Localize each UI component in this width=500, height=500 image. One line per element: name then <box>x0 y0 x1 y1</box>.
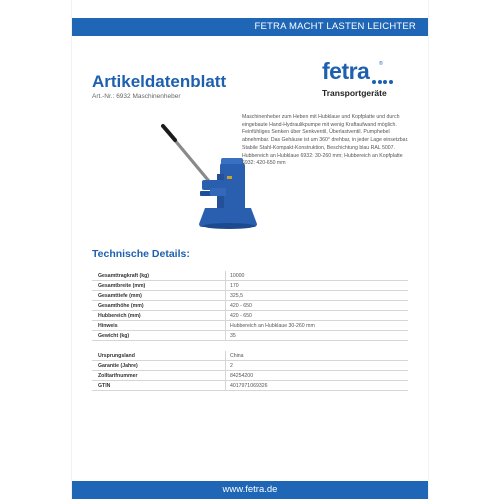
spec-key: Ursprungsland <box>98 353 135 359</box>
spec-value: 420 - 650 <box>230 303 252 309</box>
spec-value: 2 <box>230 363 233 369</box>
specs-heading: Technische Details: <box>92 248 190 260</box>
logo-tagline: Transportgeräte <box>322 88 387 98</box>
spec-value: 325,5 <box>230 293 243 299</box>
fetra-logo <box>322 58 402 98</box>
table-row <box>92 371 408 381</box>
logo-dots-icon <box>372 80 393 84</box>
logo-registered-mark: ® <box>379 61 383 67</box>
table-row <box>92 281 408 291</box>
table-row <box>92 381 408 391</box>
top-banner <box>72 18 428 36</box>
spec-key: Zolltarifnummer <box>98 373 138 379</box>
spec-key: Gewicht (kg) <box>98 333 130 339</box>
specs-table <box>92 271 408 391</box>
table-row <box>92 271 408 281</box>
spec-value: China <box>230 353 244 359</box>
product-description: Maschinenheber zum Heben mit Hubklaue und Kopfplatte und durch eingebaute Hand-Hydraulikpumpe mit wenig Kraftaufwand möglich. Feinfühliges Senken über Senkventil, Überlastventil. Pumphebel abnehmbar. Das Gehäuse ist um 360° drehbar, in jeder Lage einsetzbar. Stabile Stahl-Kompakt-Konstruktion, Beschichtung blau RAL 5007. Hubbereich an Hubklaue 6932: 30-260 mm; Hubbereich an Kopfplatte 6932: 420-650 mm <box>242 114 409 167</box>
spec-value: 84254200 <box>230 373 254 379</box>
document-title: Artikeldatenblatt <box>92 72 227 91</box>
table-row <box>92 351 408 361</box>
spec-value: 10000 <box>230 273 245 279</box>
spec-key: Hubbereich (mm) <box>98 313 141 319</box>
spec-value: 420 - 650 <box>230 313 252 319</box>
spec-key: GTIN <box>98 383 111 389</box>
spec-key: Hinweis <box>98 323 118 329</box>
table-row <box>92 361 408 371</box>
table-row <box>92 321 408 331</box>
datasheet-page <box>72 0 428 500</box>
table-row <box>92 311 408 321</box>
table-row <box>92 301 408 311</box>
spec-value: 170 <box>230 283 239 289</box>
article-number: Art.-Nr.: 6932 Maschinenheber <box>92 93 181 100</box>
spec-key: Gesamttiefe (mm) <box>98 293 142 299</box>
table-row <box>92 291 408 301</box>
spec-key: Gesamttragkraft (kg) <box>98 273 150 279</box>
spec-value: 4017971069326 <box>230 383 268 389</box>
spec-value: Hubbereich an Hubklaue 30-260 mm <box>230 323 315 329</box>
spec-key: Gesamtbreite (mm) <box>98 283 146 289</box>
spec-key: Gesamthöhe (mm) <box>98 303 144 309</box>
spec-value: 35 <box>230 333 236 339</box>
table-row <box>92 331 408 341</box>
spec-key: Garantie (Jahre) <box>98 363 138 369</box>
banner-slogan: FETRA MACHT LASTEN LEICHTER <box>254 21 416 32</box>
footer-url-link[interactable]: www.fetra.de <box>222 484 278 495</box>
footer-banner <box>72 481 428 499</box>
logo-wordmark: fetra <box>322 58 370 84</box>
